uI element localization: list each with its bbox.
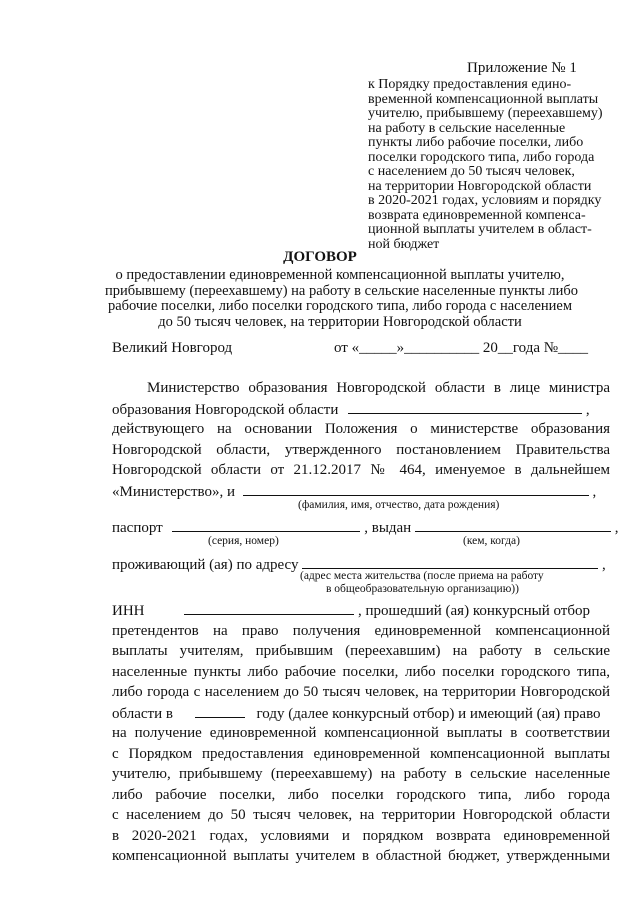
body-line-minister [112, 399, 610, 420]
annex-line: возврата единовременной компенса- [368, 207, 586, 223]
minister-name-field[interactable] [348, 399, 582, 414]
contract-body [112, 378, 619, 867]
issued-label: , выдан [364, 520, 412, 536]
body-text: году (далее конкурсный отбор) и имеющий (ая) право [256, 705, 601, 722]
inn-label: ИНН [112, 603, 145, 619]
annex-line: учителю, прибывшему (переехавшему) [368, 106, 603, 121]
passport-label: паспорт [112, 520, 163, 536]
annex-line: к Порядку предоставления едино- [368, 77, 572, 92]
year-field[interactable] [195, 703, 245, 718]
annex-line: ной бюджет [368, 236, 440, 252]
body-line: либо города с населением до 50 тысяч человек, на территории Новгородской [112, 684, 610, 700]
contract-subtitle [105, 267, 578, 330]
annex-line: поселки городского типа, либо города [368, 149, 595, 165]
body-line-passport [112, 517, 619, 538]
annex-line: ционной выплаты учителем в област- [368, 222, 592, 237]
body-line: Новгородской области, утвержденного постановлением Правительства [112, 441, 610, 458]
annex-line: с населением до 50 тысяч человек, [368, 164, 575, 179]
passport-number-field[interactable] [172, 517, 360, 532]
subtitle-line: прибывшему (переехавшему) на работу в сельские населенные пункты либо [105, 282, 578, 299]
body-line: выплаты учителям, прибывшим (переехавшим) на работу в сельские [112, 643, 610, 659]
annex-title: Приложение № 1 [467, 60, 577, 76]
note-row [112, 570, 610, 600]
body-line: либо рабочие поселки, либо поселки городского типа, либо города [112, 786, 610, 803]
comma: , [592, 483, 597, 500]
passport-issued-field[interactable] [415, 517, 611, 532]
address-label: проживающий (ая) по адресу [112, 556, 299, 573]
body-line: на получение единовременной компенсационной выплаты в соответствии [112, 725, 610, 741]
note-fio: (фамилия, имя, отчество, дата рождения) [298, 499, 500, 511]
annex-line: временной компенсационной выплаты [368, 91, 599, 107]
body-line: учителю, прибывшему (переехавшему) на работу в сельские населенные [112, 766, 610, 782]
comma: , [614, 520, 619, 536]
comma: , [585, 401, 590, 418]
body-line: в 2020-2021 годах, условиями и порядком возврата единовременной [112, 827, 610, 844]
annex-text [368, 78, 618, 252]
comma: , [602, 556, 606, 573]
inn-field[interactable] [184, 600, 354, 615]
body-line: действующего на основании Положения о министерстве образования [112, 421, 610, 437]
address-field[interactable] [302, 554, 598, 569]
body-text: «Министерство», и [112, 483, 236, 500]
annex-line: в 2020-2021 годах, условиям и порядку [368, 193, 602, 208]
teacher-name-field[interactable] [243, 481, 589, 496]
body-line: населенные пункты либо рабочие поселки, либо поселки городского типа, [112, 663, 610, 680]
contract-date-line: от «_____»__________ 20__года №____ [334, 340, 589, 356]
annex-line: на территории Новгородской области [368, 178, 592, 194]
note-address: в общеобразовательную организацию)) [326, 583, 519, 595]
body-text: области в [112, 705, 173, 722]
note-row [112, 534, 610, 554]
body-line-year [112, 703, 610, 724]
annex-line: на работу в сельские населенные [368, 120, 566, 136]
body-line: компенсационной выплаты учителем в областной бюджет, утвержденными [112, 848, 610, 864]
contract-city: Великий Новгород [112, 340, 233, 356]
subtitle-line: о предоставлении единовременной компенсационной выплаты учителю, [115, 267, 565, 283]
body-line-teacher [112, 481, 610, 502]
subtitle-line: рабочие поселки, либо поселки городского типа, либо города с населением [107, 298, 573, 314]
note-series: (серия, номер) [208, 534, 279, 547]
note-address: (адрес места жительства (после приема на работу [300, 570, 544, 582]
body-line: с населением до 50 тысяч человек, на территории Новгородской области [112, 807, 610, 823]
body-text: образования Новгородской области [112, 401, 339, 418]
note-issued: (кем, когда) [463, 534, 520, 547]
body-line-inn [112, 600, 610, 621]
body-line: претендентов на право получения единовременной компенсационной [112, 622, 610, 639]
note-row [112, 501, 610, 517]
subtitle-line: до 50 тысяч человек, на территории Новгородской области [158, 313, 522, 330]
body-line: с Порядком предоставления единовременной компенсационной выплаты [112, 745, 610, 762]
body-line: Министерство образования Новгородской области в лице министра [147, 380, 610, 396]
body-text: , прошедший (ая) конкурсный отбор [358, 603, 590, 619]
annex-line: пункты либо рабочие поселки, либо [368, 135, 584, 150]
body-line: Новгородской области от 21.12.2017 № 464, именуемое в дальнейшем [112, 462, 610, 478]
contract-title: ДОГОВОР [283, 249, 357, 265]
